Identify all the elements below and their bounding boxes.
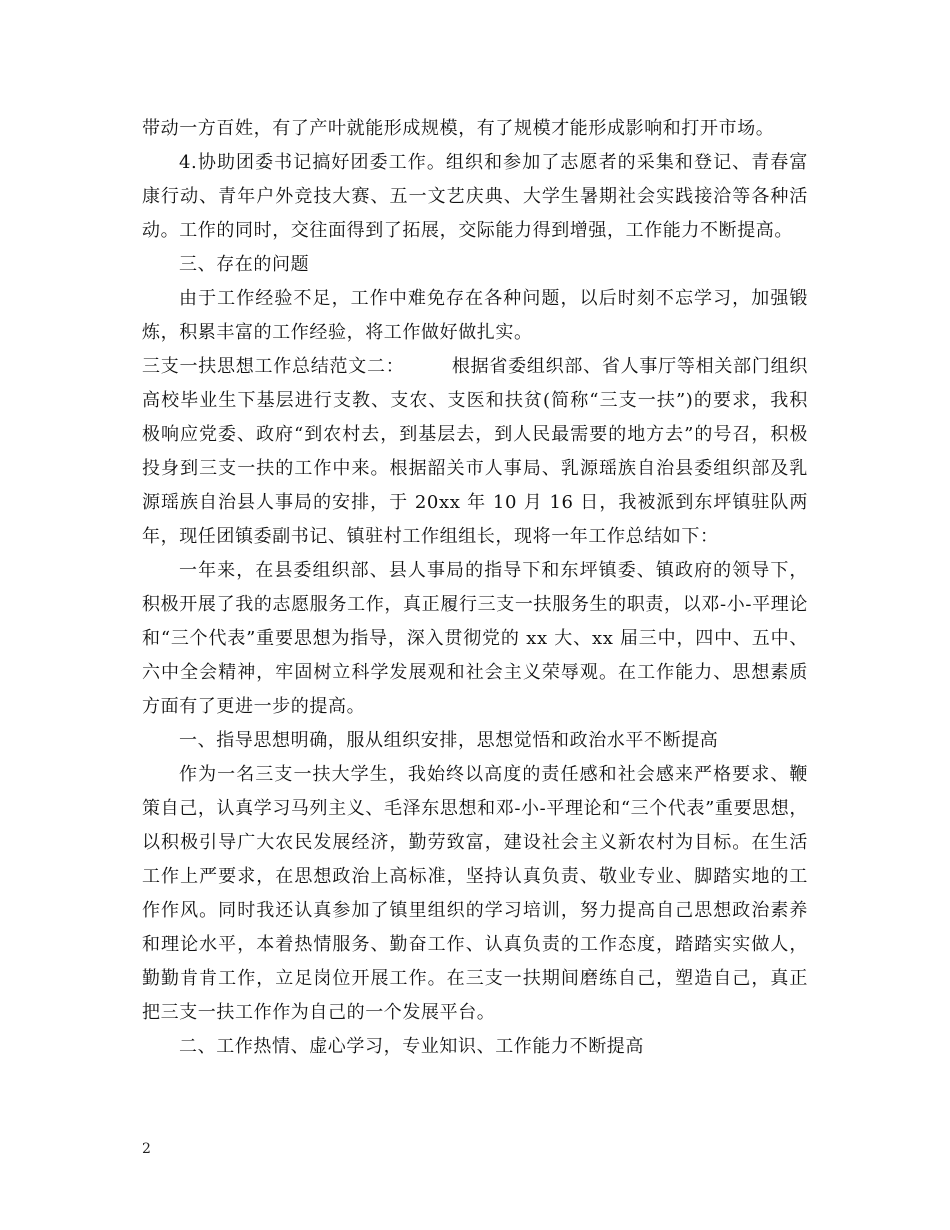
section-heading-guiding-thought: 一、指导思想明确，服从组织安排，思想觉悟和政治水平不断提高 xyxy=(179,730,719,751)
paragraph-problems: 由于工作经验不足，工作中难免存在各种问题，以后时刻不忘学习，加强锻炼，积累丰富的工作经验，将工作做好做扎实。 xyxy=(142,288,808,343)
page-number: 2 xyxy=(142,1141,151,1157)
paragraph-item-4: 4.协助团委书记搞好团委工作。组织和参加了志愿者的采集和登记、青春富康行动、青年户外竞技大赛、五一文艺庆典、大学生暑期社会实践接洽等各种活动。工作的同时，交往面得到了拓展，交际能力得到增强，工作能力不断提高。 xyxy=(142,152,808,241)
document-page xyxy=(142,112,808,1064)
section-heading-problems: 三、存在的问题 xyxy=(179,254,310,275)
paragraph-continuation: 带动一方百姓，有了产叶就能形成规模，有了规模才能形成影响和打开市场。 xyxy=(142,118,775,139)
paragraph-sample-two-intro: 三支一扶思想工作总结范文二： 根据省委组织部、省人事厅等相关部门组织高校毕业生下基层进行支教、支农、支医和扶贫(简称“三支一扶”)的要求，我积极响应党委、政府“到农村去，到基层去，到人民最需要的地方去”的号召，积极投身到三支一扶的工作中来。根据韶关市人事局、乳源瑶族自治县委组织部及乳源瑶族自治县人事局的安排，于 20xx 年 10 月 16 日，我被派到东坪镇驻队两年，现任团镇委副书记、镇驻村工作组组长，现将一年工作总结如下： xyxy=(142,356,808,547)
paragraph-one-year: 一年来，在县委组织部、县人事局的指导下和东坪镇委、镇政府的领导下，积极开展了我的志愿服务工作，真正履行三支一扶服务生的职责，以邓-小-平理论和“三个代表”重要思想为指导，深入贯彻党的 xx 大、xx 届三中，四中、五中、六中全会精神，牢固树立科学发展观和社会主义荣辱观。在工作能力、思想素质方面有了更进一步的提高。 xyxy=(142,560,808,717)
section-heading-work-enthusiasm: 二、工作热情、虚心学习，专业知识、工作能力不断提高 xyxy=(179,1036,644,1057)
paragraph-guiding-thought: 作为一名三支一扶大学生，我始终以高度的责任感和社会感来严格要求、鞭策自己，认真学习马列主义、毛泽东思想和邓-小-平理论和“三个代表”重要思想，以积极引导广大农民发展经济，勤劳致富，建设社会主义新农村为目标。在生活工作上严要求，在思想政治上高标准，坚持认真负责、敬业专业、脚踏实地的工作作风。同时我还认真参加了镇里组织的学习培训，努力提高自己思想政治素养和理论水平，本着热情服务、勤奋工作、认真负责的工作态度，踏踏实实做人，勤勤肯肯工作，立足岗位开展工作。在三支一扶期间磨练自己，塑造自己，真正把三支一扶工作作为自己的一个发展平台。 xyxy=(142,764,808,1023)
